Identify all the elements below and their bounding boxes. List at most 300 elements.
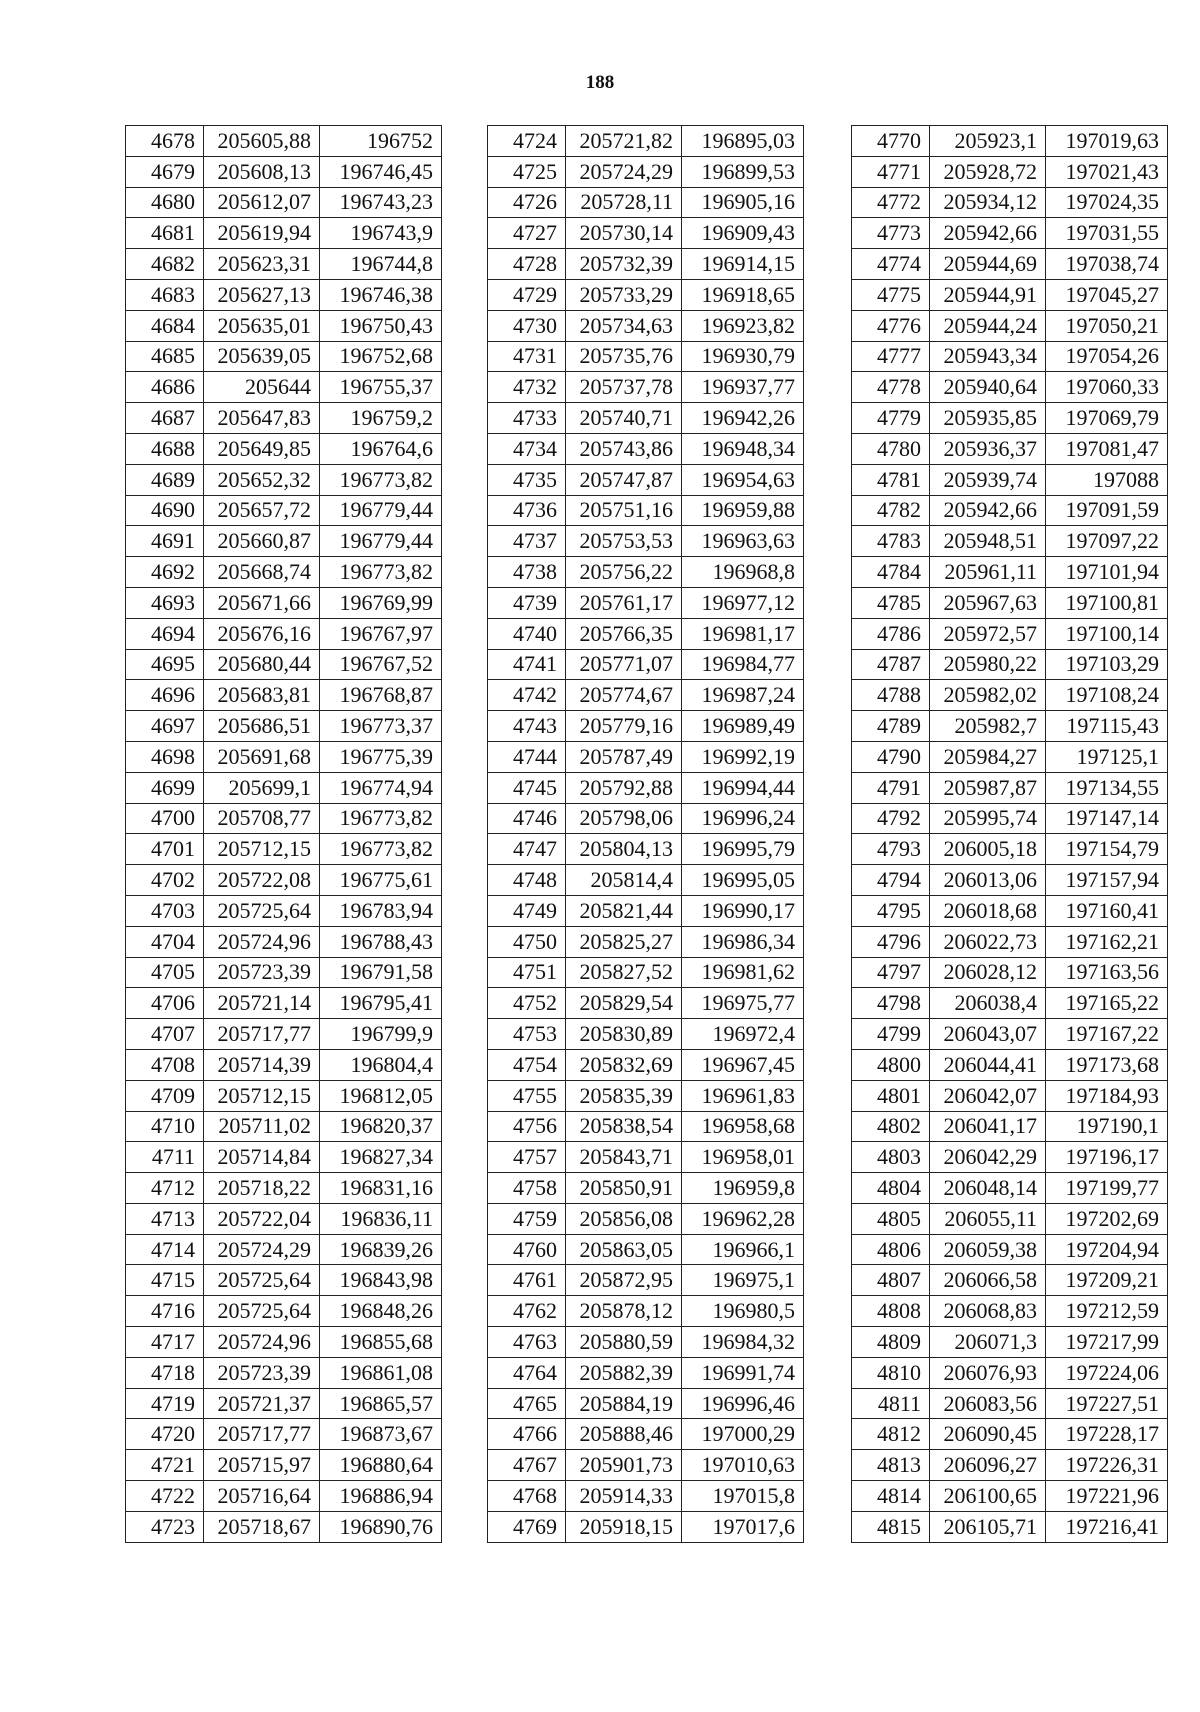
point-number-cell: 4720 (126, 1419, 204, 1450)
point-number-cell: 4710 (126, 1111, 204, 1142)
y-coordinate-cell: 196961,83 (682, 1080, 804, 1111)
table-row (488, 957, 804, 988)
point-number-cell: 4805 (852, 1203, 930, 1234)
x-coordinate-cell: 205936,37 (930, 433, 1046, 464)
table-row (126, 1450, 442, 1481)
y-coordinate-cell: 197160,41 (1046, 895, 1168, 926)
point-number-cell: 4682 (126, 249, 204, 280)
table-row (488, 156, 804, 187)
x-coordinate-cell: 206096,27 (930, 1450, 1046, 1481)
table-row (852, 1203, 1168, 1234)
table-row (126, 926, 442, 957)
table-row (852, 341, 1168, 372)
y-coordinate-cell: 196873,67 (320, 1419, 442, 1450)
x-coordinate-cell: 205863,05 (566, 1234, 682, 1265)
x-coordinate-cell: 205918,15 (566, 1511, 682, 1542)
table-row (126, 1327, 442, 1358)
x-coordinate-cell: 206044,41 (930, 1049, 1046, 1080)
point-number-cell: 4747 (488, 834, 566, 865)
y-coordinate-cell: 196773,37 (320, 711, 442, 742)
y-coordinate-cell: 197204,94 (1046, 1234, 1168, 1265)
point-number-cell: 4798 (852, 988, 930, 1019)
table-row (488, 1357, 804, 1388)
point-number-cell: 4810 (852, 1357, 930, 1388)
y-coordinate-cell: 196890,76 (320, 1511, 442, 1542)
table-row (488, 1111, 804, 1142)
x-coordinate-cell: 205940,64 (930, 372, 1046, 403)
table-row (852, 218, 1168, 249)
y-coordinate-cell: 196773,82 (320, 834, 442, 865)
point-number-cell: 4751 (488, 957, 566, 988)
y-coordinate-cell: 196843,98 (320, 1265, 442, 1296)
x-coordinate-cell: 205747,87 (566, 464, 682, 495)
point-number-cell: 4762 (488, 1296, 566, 1327)
x-coordinate-cell: 205683,81 (204, 680, 320, 711)
x-coordinate-cell: 205721,37 (204, 1388, 320, 1419)
y-coordinate-cell: 196744,8 (320, 249, 442, 280)
table-row (852, 433, 1168, 464)
x-coordinate-cell: 205751,16 (566, 495, 682, 526)
table-row (126, 1296, 442, 1327)
table-row (852, 310, 1168, 341)
table-row (852, 1049, 1168, 1080)
x-coordinate-cell: 205972,57 (930, 618, 1046, 649)
y-coordinate-cell: 197209,21 (1046, 1265, 1168, 1296)
point-number-cell: 4706 (126, 988, 204, 1019)
y-coordinate-cell: 196750,43 (320, 310, 442, 341)
y-coordinate-cell: 196987,24 (682, 680, 804, 711)
table-row (852, 680, 1168, 711)
x-coordinate-cell: 205798,06 (566, 803, 682, 834)
table-row (126, 403, 442, 434)
x-coordinate-cell: 205721,14 (204, 988, 320, 1019)
table-row (488, 464, 804, 495)
x-coordinate-cell: 205832,69 (566, 1049, 682, 1080)
point-number-cell: 4739 (488, 587, 566, 618)
table-row (852, 618, 1168, 649)
table-row (852, 1450, 1168, 1481)
x-coordinate-cell: 205756,22 (566, 557, 682, 588)
y-coordinate-cell: 196984,77 (682, 649, 804, 680)
y-coordinate-cell: 197108,24 (1046, 680, 1168, 711)
point-number-cell: 4772 (852, 187, 930, 218)
table-row (126, 495, 442, 526)
page-number: 188 (585, 72, 615, 93)
point-number-cell: 4719 (126, 1388, 204, 1419)
x-coordinate-cell: 205856,08 (566, 1203, 682, 1234)
x-coordinate-cell: 205884,19 (566, 1388, 682, 1419)
table-row (852, 834, 1168, 865)
point-number-cell: 4708 (126, 1049, 204, 1080)
table-row (126, 1357, 442, 1388)
point-number-cell: 4794 (852, 865, 930, 896)
x-coordinate-cell: 205804,13 (566, 834, 682, 865)
table-row (852, 1327, 1168, 1358)
point-number-cell: 4701 (126, 834, 204, 865)
table-row (488, 310, 804, 341)
point-number-cell: 4721 (126, 1450, 204, 1481)
x-coordinate-cell: 205821,44 (566, 895, 682, 926)
point-number-cell: 4695 (126, 649, 204, 680)
point-number-cell: 4784 (852, 557, 930, 588)
table-row (126, 187, 442, 218)
x-coordinate-cell: 205608,13 (204, 156, 320, 187)
y-coordinate-cell: 196975,77 (682, 988, 804, 1019)
y-coordinate-cell: 197115,43 (1046, 711, 1168, 742)
point-number-cell: 4756 (488, 1111, 566, 1142)
y-coordinate-cell: 196972,4 (682, 1019, 804, 1050)
y-coordinate-cell: 197015,8 (682, 1481, 804, 1512)
x-coordinate-cell: 205639,05 (204, 341, 320, 372)
point-number-cell: 4688 (126, 433, 204, 464)
table-row (126, 341, 442, 372)
table-row (852, 1296, 1168, 1327)
y-coordinate-cell: 196991,74 (682, 1357, 804, 1388)
table-row (852, 1511, 1168, 1542)
point-number-cell: 4711 (126, 1142, 204, 1173)
x-coordinate-cell: 206055,11 (930, 1203, 1046, 1234)
table-row (488, 865, 804, 896)
x-coordinate-cell: 205771,07 (566, 649, 682, 680)
point-number-cell: 4730 (488, 310, 566, 341)
x-coordinate-cell: 206066,58 (930, 1265, 1046, 1296)
x-coordinate-cell: 205691,68 (204, 741, 320, 772)
point-number-cell: 4705 (126, 957, 204, 988)
point-number-cell: 4734 (488, 433, 566, 464)
x-coordinate-cell: 205901,73 (566, 1450, 682, 1481)
y-coordinate-cell: 197101,94 (1046, 557, 1168, 588)
x-coordinate-cell: 205779,16 (566, 711, 682, 742)
point-number-cell: 4799 (852, 1019, 930, 1050)
point-number-cell: 4783 (852, 526, 930, 557)
x-coordinate-cell: 205680,44 (204, 649, 320, 680)
x-coordinate-cell: 205995,74 (930, 803, 1046, 834)
point-number-cell: 4746 (488, 803, 566, 834)
table-row (126, 1111, 442, 1142)
y-coordinate-cell: 197163,56 (1046, 957, 1168, 988)
table-row (126, 464, 442, 495)
table-row (126, 865, 442, 896)
point-number-cell: 4729 (488, 279, 566, 310)
table-row (488, 187, 804, 218)
point-number-cell: 4755 (488, 1080, 566, 1111)
y-coordinate-cell: 196746,38 (320, 279, 442, 310)
point-number-cell: 4775 (852, 279, 930, 310)
point-number-cell: 4740 (488, 618, 566, 649)
y-coordinate-cell: 196795,41 (320, 988, 442, 1019)
point-number-cell: 4814 (852, 1481, 930, 1512)
y-coordinate-cell: 196836,11 (320, 1203, 442, 1234)
y-coordinate-cell: 197045,27 (1046, 279, 1168, 310)
x-coordinate-cell: 205725,64 (204, 1296, 320, 1327)
x-coordinate-cell: 205787,49 (566, 741, 682, 772)
y-coordinate-cell: 196865,57 (320, 1388, 442, 1419)
y-coordinate-cell: 196861,08 (320, 1357, 442, 1388)
x-coordinate-cell: 205671,66 (204, 587, 320, 618)
point-number-cell: 4712 (126, 1173, 204, 1204)
x-coordinate-cell: 205725,64 (204, 1265, 320, 1296)
x-coordinate-cell: 205660,87 (204, 526, 320, 557)
point-number-cell: 4715 (126, 1265, 204, 1296)
table-row (852, 957, 1168, 988)
point-number-cell: 4748 (488, 865, 566, 896)
x-coordinate-cell: 205735,76 (566, 341, 682, 372)
x-coordinate-cell: 205914,33 (566, 1481, 682, 1512)
y-coordinate-cell: 196992,19 (682, 741, 804, 772)
point-number-cell: 4724 (488, 126, 566, 157)
y-coordinate-cell: 196799,9 (320, 1019, 442, 1050)
y-coordinate-cell: 197017,6 (682, 1511, 804, 1542)
table-row (488, 495, 804, 526)
point-number-cell: 4773 (852, 218, 930, 249)
x-coordinate-cell: 205652,32 (204, 464, 320, 495)
point-number-cell: 4742 (488, 680, 566, 711)
table-row (126, 249, 442, 280)
x-coordinate-cell: 205623,31 (204, 249, 320, 280)
point-number-cell: 4749 (488, 895, 566, 926)
x-coordinate-cell: 205923,1 (930, 126, 1046, 157)
y-coordinate-cell: 196994,44 (682, 772, 804, 803)
y-coordinate-cell: 197060,33 (1046, 372, 1168, 403)
point-number-cell: 4735 (488, 464, 566, 495)
x-coordinate-cell: 206028,12 (930, 957, 1046, 988)
x-coordinate-cell: 205743,86 (566, 433, 682, 464)
x-coordinate-cell: 206105,71 (930, 1511, 1046, 1542)
y-coordinate-cell: 197167,22 (1046, 1019, 1168, 1050)
x-coordinate-cell: 206041,17 (930, 1111, 1046, 1142)
point-number-cell: 4759 (488, 1203, 566, 1234)
table-row (126, 279, 442, 310)
table-row (126, 156, 442, 187)
x-coordinate-cell: 205644 (204, 372, 320, 403)
table-row (488, 618, 804, 649)
y-coordinate-cell: 197190,1 (1046, 1111, 1168, 1142)
x-coordinate-cell: 205934,12 (930, 187, 1046, 218)
point-number-cell: 4774 (852, 249, 930, 280)
y-coordinate-cell: 197038,74 (1046, 249, 1168, 280)
x-coordinate-cell: 205686,51 (204, 711, 320, 742)
point-number-cell: 4770 (852, 126, 930, 157)
table-row (126, 557, 442, 588)
point-number-cell: 4703 (126, 895, 204, 926)
table-row (488, 1419, 804, 1450)
y-coordinate-cell: 197157,94 (1046, 865, 1168, 896)
y-coordinate-cell: 196788,43 (320, 926, 442, 957)
x-coordinate-cell: 205942,66 (930, 218, 1046, 249)
point-number-cell: 4716 (126, 1296, 204, 1327)
y-coordinate-cell: 197165,22 (1046, 988, 1168, 1019)
y-coordinate-cell: 196752,68 (320, 341, 442, 372)
y-coordinate-cell: 196923,82 (682, 310, 804, 341)
x-coordinate-cell: 205827,52 (566, 957, 682, 988)
y-coordinate-cell: 196942,26 (682, 403, 804, 434)
y-coordinate-cell: 197224,06 (1046, 1357, 1168, 1388)
table-row (126, 988, 442, 1019)
y-coordinate-cell: 196779,44 (320, 526, 442, 557)
table-row (126, 1080, 442, 1111)
point-number-cell: 4687 (126, 403, 204, 434)
x-coordinate-cell: 205657,72 (204, 495, 320, 526)
point-number-cell: 4785 (852, 587, 930, 618)
y-coordinate-cell: 196855,68 (320, 1327, 442, 1358)
table-row (126, 587, 442, 618)
table-row (852, 557, 1168, 588)
x-coordinate-cell: 206022,73 (930, 926, 1046, 957)
table-row (488, 372, 804, 403)
x-coordinate-cell: 205944,69 (930, 249, 1046, 280)
table-row (852, 741, 1168, 772)
point-number-cell: 4691 (126, 526, 204, 557)
point-number-cell: 4754 (488, 1049, 566, 1080)
x-coordinate-cell: 205761,17 (566, 587, 682, 618)
table-row (852, 1080, 1168, 1111)
y-coordinate-cell: 196980,5 (682, 1296, 804, 1327)
x-coordinate-cell: 206076,93 (930, 1357, 1046, 1388)
table-row (126, 1511, 442, 1542)
x-coordinate-cell: 205711,02 (204, 1111, 320, 1142)
table-row (126, 680, 442, 711)
table-row (126, 433, 442, 464)
table-row (488, 403, 804, 434)
y-coordinate-cell: 196783,94 (320, 895, 442, 926)
y-coordinate-cell: 197184,93 (1046, 1080, 1168, 1111)
x-coordinate-cell: 205838,54 (566, 1111, 682, 1142)
point-number-cell: 4709 (126, 1080, 204, 1111)
x-coordinate-cell: 205944,91 (930, 279, 1046, 310)
point-number-cell: 4725 (488, 156, 566, 187)
x-coordinate-cell: 205888,46 (566, 1419, 682, 1450)
table-row (852, 865, 1168, 896)
table-row (126, 772, 442, 803)
point-number-cell: 4795 (852, 895, 930, 926)
x-coordinate-cell: 206059,38 (930, 1234, 1046, 1265)
x-coordinate-cell: 205723,39 (204, 957, 320, 988)
point-number-cell: 4757 (488, 1142, 566, 1173)
x-coordinate-cell: 205712,15 (204, 834, 320, 865)
y-coordinate-cell: 197226,31 (1046, 1450, 1168, 1481)
table-row (488, 249, 804, 280)
point-number-cell: 4790 (852, 741, 930, 772)
x-coordinate-cell: 205774,67 (566, 680, 682, 711)
point-number-cell: 4806 (852, 1234, 930, 1265)
table-row (126, 711, 442, 742)
point-number-cell: 4781 (852, 464, 930, 495)
table-row (126, 1234, 442, 1265)
y-coordinate-cell: 196759,2 (320, 403, 442, 434)
x-coordinate-cell: 205753,53 (566, 526, 682, 557)
point-number-cell: 4764 (488, 1357, 566, 1388)
y-coordinate-cell: 196981,62 (682, 957, 804, 988)
point-number-cell: 4761 (488, 1265, 566, 1296)
point-number-cell: 4738 (488, 557, 566, 588)
point-number-cell: 4717 (126, 1327, 204, 1358)
x-coordinate-cell: 205792,88 (566, 772, 682, 803)
table-row (852, 1419, 1168, 1450)
table-row (852, 1481, 1168, 1512)
y-coordinate-cell: 196981,17 (682, 618, 804, 649)
table-row (852, 1142, 1168, 1173)
point-number-cell: 4733 (488, 403, 566, 434)
table-row (488, 1450, 804, 1481)
y-coordinate-cell: 196995,79 (682, 834, 804, 865)
y-coordinate-cell: 196975,1 (682, 1265, 804, 1296)
point-number-cell: 4767 (488, 1450, 566, 1481)
table-row (852, 926, 1168, 957)
table-row (488, 803, 804, 834)
table-row (852, 587, 1168, 618)
point-number-cell: 4760 (488, 1234, 566, 1265)
point-number-cell: 4765 (488, 1388, 566, 1419)
y-coordinate-cell: 196989,49 (682, 711, 804, 742)
point-number-cell: 4745 (488, 772, 566, 803)
y-coordinate-cell: 196986,34 (682, 926, 804, 957)
y-coordinate-cell: 196930,79 (682, 341, 804, 372)
x-coordinate-cell: 205984,27 (930, 741, 1046, 772)
x-coordinate-cell: 206100,65 (930, 1481, 1046, 1512)
y-coordinate-cell: 197091,59 (1046, 495, 1168, 526)
x-coordinate-cell: 205676,16 (204, 618, 320, 649)
x-coordinate-cell: 206048,14 (930, 1173, 1046, 1204)
y-coordinate-cell: 196755,37 (320, 372, 442, 403)
point-number-cell: 4702 (126, 865, 204, 896)
y-coordinate-cell: 196966,1 (682, 1234, 804, 1265)
y-coordinate-cell: 196990,17 (682, 895, 804, 926)
point-number-cell: 4697 (126, 711, 204, 742)
x-coordinate-cell: 205619,94 (204, 218, 320, 249)
point-number-cell: 4680 (126, 187, 204, 218)
x-coordinate-cell: 206042,07 (930, 1080, 1046, 1111)
table-row (488, 711, 804, 742)
x-coordinate-cell: 205724,96 (204, 926, 320, 957)
table-row (488, 1019, 804, 1050)
y-coordinate-cell: 196959,8 (682, 1173, 804, 1204)
point-number-cell: 4744 (488, 741, 566, 772)
y-coordinate-cell: 196918,65 (682, 279, 804, 310)
table-row (126, 649, 442, 680)
point-number-cell: 4690 (126, 495, 204, 526)
point-number-cell: 4782 (852, 495, 930, 526)
x-coordinate-cell: 205649,85 (204, 433, 320, 464)
y-coordinate-cell: 196775,61 (320, 865, 442, 896)
x-coordinate-cell: 205714,39 (204, 1049, 320, 1080)
y-coordinate-cell: 196791,58 (320, 957, 442, 988)
table-row (488, 1049, 804, 1080)
point-number-cell: 4723 (126, 1511, 204, 1542)
point-number-cell: 4696 (126, 680, 204, 711)
point-number-cell: 4728 (488, 249, 566, 280)
y-coordinate-cell: 196880,64 (320, 1450, 442, 1481)
y-coordinate-cell: 197100,14 (1046, 618, 1168, 649)
table-row (126, 218, 442, 249)
x-coordinate-cell: 205728,11 (566, 187, 682, 218)
table-row (488, 1203, 804, 1234)
x-coordinate-cell: 205722,08 (204, 865, 320, 896)
point-number-cell: 4777 (852, 341, 930, 372)
table-row (126, 1265, 442, 1296)
table-row (488, 680, 804, 711)
table-row (852, 156, 1168, 187)
y-coordinate-cell: 197000,29 (682, 1419, 804, 1450)
y-coordinate-cell: 196774,94 (320, 772, 442, 803)
x-coordinate-cell: 205721,82 (566, 126, 682, 157)
point-number-cell: 4800 (852, 1049, 930, 1080)
x-coordinate-cell: 206005,18 (930, 834, 1046, 865)
point-number-cell: 4753 (488, 1019, 566, 1050)
y-coordinate-cell: 197196,17 (1046, 1142, 1168, 1173)
table-row (488, 649, 804, 680)
y-coordinate-cell: 196996,24 (682, 803, 804, 834)
x-coordinate-cell: 205627,13 (204, 279, 320, 310)
